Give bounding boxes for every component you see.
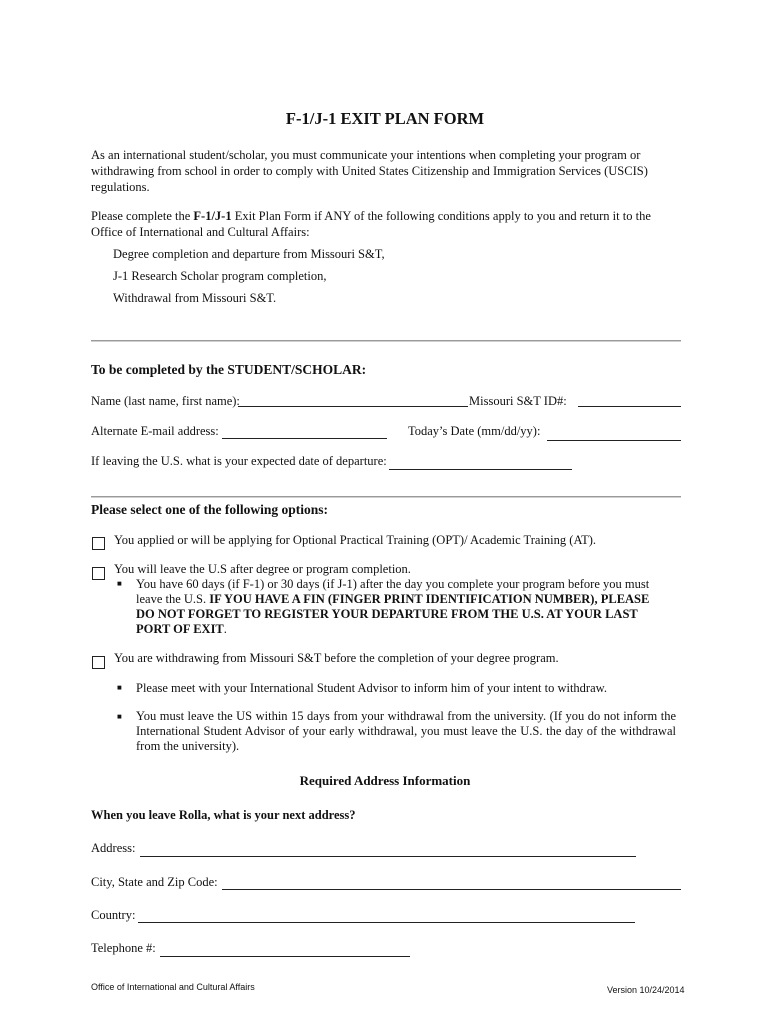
leave-bullet-line2-bold: IF YOU HAVE A FIN (FINGER PRINT IDENTIFICATION NUMBER), PLEASE [209, 592, 650, 606]
country-field[interactable] [138, 922, 635, 923]
leave-bullet-line2-normal: leave the U.S. [136, 592, 210, 606]
intro-paragraph: As an international student/scholar, you must communicate your intentions when completing your program or withdrawing from school in order to comply with United States Citizenship and Immigration Services (USCIS) regulations. [91, 148, 648, 194]
instruction-pre: Please complete the [91, 209, 194, 223]
condition-j1: J-1 Research Scholar program completion, [113, 269, 327, 283]
id-field[interactable] [578, 406, 681, 407]
id-label: Missouri S&T ID#: [469, 394, 567, 408]
leave-us-checkbox[interactable] [92, 567, 105, 580]
instruction-form-name: F-1/J-1 [193, 209, 232, 223]
instruction-paragraph [91, 208, 681, 240]
instruction-post: Exit Plan Form if ANY of the following conditions apply to you and return it to the Office of International and Cultural Affairs: [91, 209, 651, 239]
leave-bullet-line1: You have 60 days (if F-1) or 30 days (if J-1) after the day you complete your program before you must [136, 577, 650, 591]
city-state-zip-field[interactable] [222, 889, 681, 890]
telephone-label: Telephone #: [91, 941, 156, 955]
country-label: Country: [91, 908, 136, 922]
date-label: Today’s Date (mm/dd/yy): [408, 424, 541, 438]
departure-field[interactable] [389, 469, 572, 470]
option-withdraw-label: You are withdrawing from Missouri S&T before the completion of your degree program. [114, 651, 559, 665]
form-title: F-1/J-1 EXIT PLAN FORM [285, 109, 485, 128]
name-field[interactable] [238, 406, 468, 407]
footer-version: Version 10/24/2014 [607, 985, 685, 995]
withdraw-bullet-advisor: Please meet with your International Student Advisor to inform him of your intent to withdraw. [136, 681, 607, 695]
city-label: City, State and Zip Code: [91, 875, 218, 889]
leave-bullet-line3: DO NOT FORGET TO REGISTER YOUR DEPARTURE FROM THE U.S. AT YOUR LAST [136, 607, 638, 621]
withdraw-bullet-deadline: You must leave the US within 15 days from your withdrawal from the university. (If you do not inform the International Student Advisor of your early withdrawal, you must leave the U.S. the day of the withdrawal from the university). [136, 709, 676, 753]
condition-withdrawal: Withdrawal from Missouri S&T. [113, 291, 277, 305]
leave-bullet-line4-end: . [223, 622, 227, 636]
divider-2 [91, 496, 681, 498]
date-field[interactable] [547, 440, 681, 441]
withdraw-checkbox[interactable] [92, 656, 105, 669]
leave-bullet-line4-bold: PORT OF EXIT [136, 622, 224, 636]
bullet-icon: ■ [117, 579, 122, 588]
address-field[interactable] [140, 856, 636, 857]
name-label: Name (last name, first name): [91, 394, 240, 408]
email-field[interactable] [222, 438, 387, 439]
telephone-field[interactable] [160, 956, 410, 957]
footer-office: Office of International and Cultural Affairs [91, 982, 255, 992]
opt-checkbox[interactable] [92, 537, 105, 550]
address-question: When you leave Rolla, what is your next address? [91, 808, 356, 822]
condition-degree: Degree completion and departure from Missouri S&T, [113, 247, 385, 261]
leave-bullet-line2 [136, 591, 649, 607]
option-opt-label: You applied or will be applying for Optional Practical Training (OPT)/ Academic Training (AT). [114, 533, 597, 547]
bullet-icon: ■ [117, 683, 122, 692]
option-leave-label: You will leave the U.S after degree or program completion. [114, 562, 411, 576]
bullet-icon: ■ [117, 712, 122, 721]
address-section-heading: Required Address Information [299, 773, 471, 788]
student-section-heading: To be completed by the STUDENT/SCHOLAR: [91, 362, 367, 377]
options-section-heading: Please select one of the following options: [91, 502, 328, 517]
divider-1 [91, 340, 681, 342]
address-label: Address: [91, 841, 136, 855]
departure-label: If leaving the U.S. what is your expected date of departure: [91, 454, 387, 468]
email-label: Alternate E-mail address: [91, 424, 219, 438]
leave-bullet-line4 [136, 621, 227, 637]
